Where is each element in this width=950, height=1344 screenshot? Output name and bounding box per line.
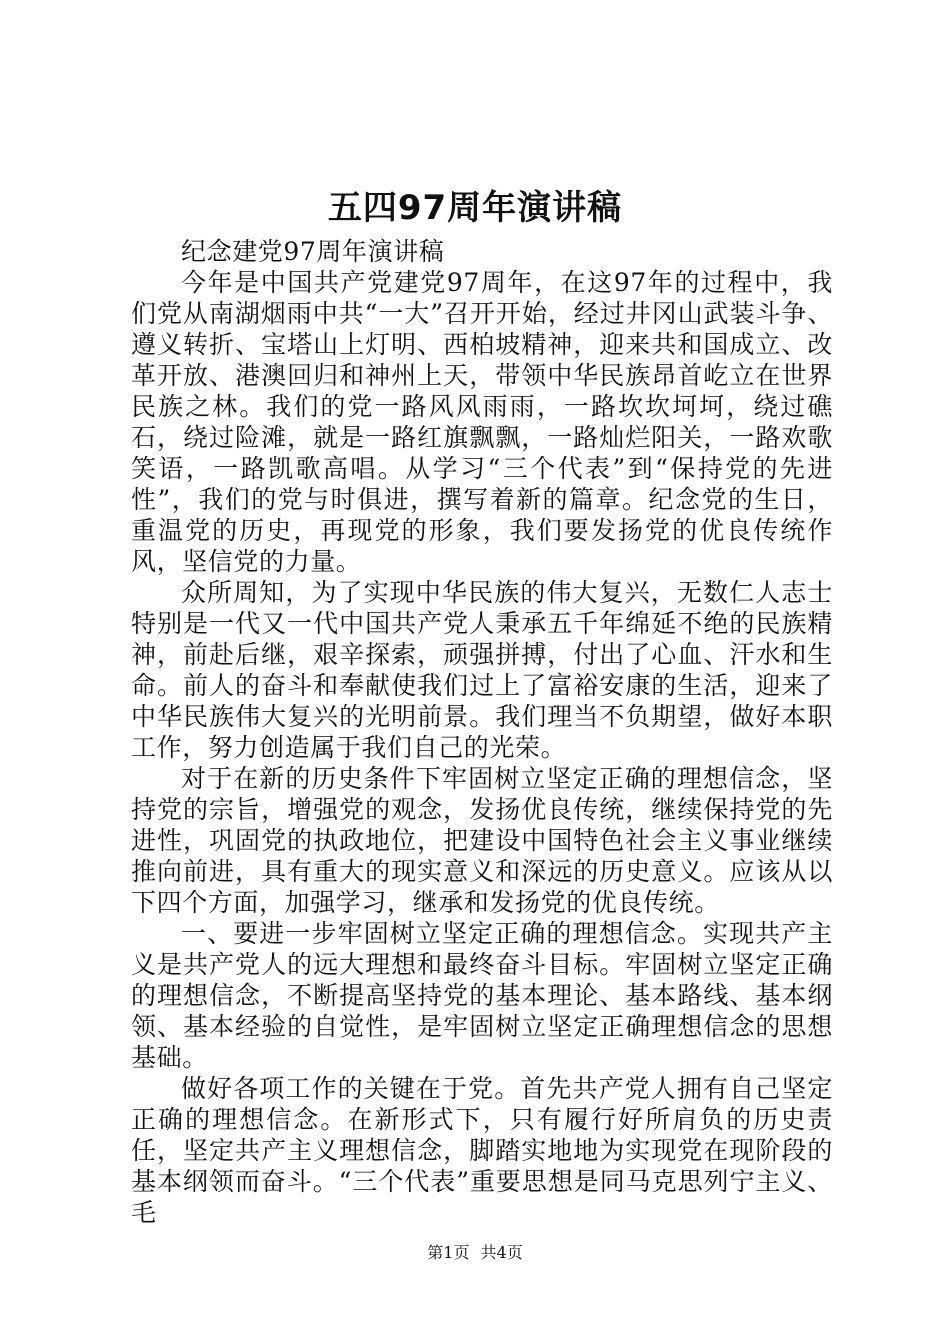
- body-paragraph-4: 一、要进一步牢固树立坚定正确的理想信念。实现共产主义是共产党人的远大理想和最终奋斗目标。牢固树立坚定正确的理想信念，不断提高坚持党的基本理论、基本路线、基本纲领、基本经验的自觉性，是牢固树立坚定正确理想信念的思想基础。: [131, 919, 833, 1072]
- document-title: 五四97周年演讲稿: [327, 188, 623, 228]
- subtitle-paragraph: 纪念建党97周年演讲稿: [181, 237, 445, 266]
- body-paragraph-3: 对于在新的历史条件下牢固树立坚定正确的理想信念，坚持党的宗旨，增强党的观念，发扬优良传统，继续保持党的先进性，巩固党的执政地位，把建设中国特色社会主义事业继续推向前进，具有重大的现实意义和深远的历史意义。应该从以下四个方面，加强学习，继承和发扬党的优良传统。: [131, 764, 833, 917]
- document-body: [131, 236, 833, 1228]
- body-paragraph-2: 众所周知，为了实现中华民族的伟大复兴，无数仁人志士特别是一代又一代中国共产党人秉承五千年绵延不绝的民族精神，前赴后继，艰辛探索，顽强拼搏，付出了心血、汗水和生命。前人的奋斗和奉献使我们过上了富裕安康的生活，迎来了中华民族伟大复兴的光明前景。我们理当不负期望，做好本职工作，努力创造属于我们自己的光荣。: [131, 578, 833, 762]
- page-number: 第1页: [427, 1243, 470, 1262]
- page-total: 共4页: [480, 1243, 523, 1262]
- page-footer: [0, 1242, 950, 1264]
- body-paragraph-5: 做好各项工作的关键在于党。首先共产党人拥有自己坚定正确的理想信念。在新形式下，只有履行好所肩负的历史责任，坚定共产主义理想信念，脚踏实地地为实现党在现阶段的基本纲领而奋斗。“三个代表”重要思想是同马克思列宁主义、毛: [131, 1074, 833, 1227]
- body-paragraph-1: 今年是中国共产党建党97周年，在这97年的过程中，我们党从南湖烟雨中共“一大”召开开始，经过井冈山武装斗争、遵义转折、宝塔山上灯明、西柏坡精神，迎来共和国成立、改革开放、港澳回归和神州上天，带领中华民族昂首屹立在世界民族之林。我们的党一路风风雨雨，一路坎坎坷坷，绕过礁石，绕过险滩，就是一路红旗飘飘，一路灿烂阳关，一路欢歌笑语，一路凯歌高唱。从学习“三个代表”到“保持党的先进性”，我们的党与时俱进，撰写着新的篇章。纪念党的生日，重温党的历史，再现党的形象，我们要发扬党的优良传统作风，坚信党的力量。: [131, 268, 833, 576]
